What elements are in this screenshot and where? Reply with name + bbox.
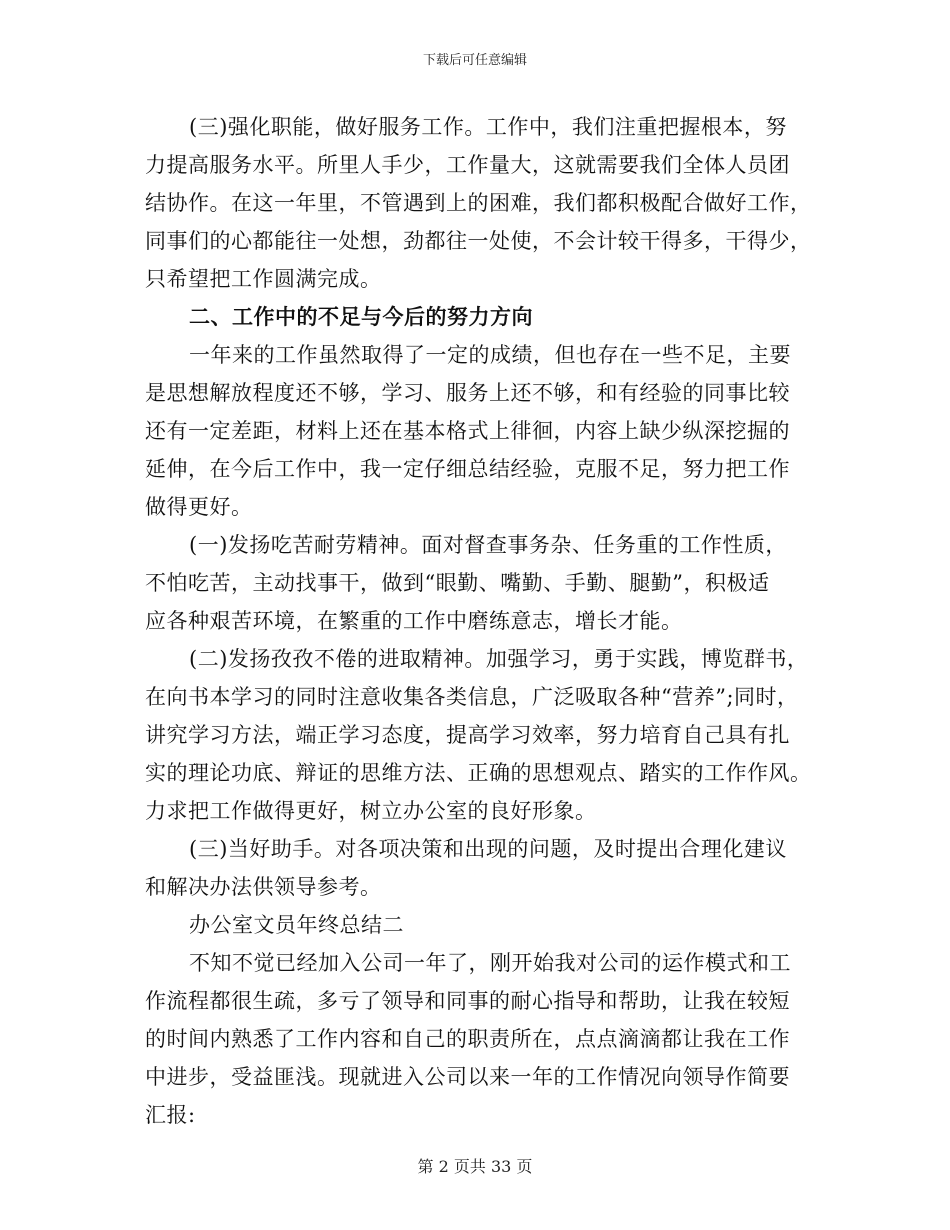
paragraph-line: 作流程都很生疏，多亏了领导和同事的耐心指导和帮助，让我在较短 [145,989,790,1013]
paragraph-line: 只希望把工作圆满完成。 [145,267,382,291]
section-title: 办公室文员年终总结二 [189,913,404,937]
paragraph-line: 同事们的心都能往一处想，劲都往一处使，不会计较干得多，干得少， [145,229,812,253]
page-header: 下载后可任意编辑 [422,53,527,68]
paragraph-line: 不怕吃苦，主动找事干，做到“眼勤、嘴勤、手勤、腿勤”，积极适 [145,571,770,595]
paragraph-line: 是思想解放程度还不够，学习、服务上还不够，和有经验的同事比较 [145,381,790,405]
paragraph-line: 的时间内熟悉了工作内容和自己的职责所在，点点滴滴都让我在工作 [145,1027,790,1051]
page-number: 第 2 页共 33 页 [417,1157,533,1176]
document-body [145,108,815,1134]
paragraph-line: (三)当好助手。对各项决策和出现的问题，及时提出合理化建议 [189,837,787,861]
paragraph-line: 实的理论功底、辩证的思维方法、正确的思想观点、踏实的工作作风。 [145,761,812,785]
paragraph-line: 应各种艰苦环境，在繁重的工作中磨练意志，增长才能。 [145,609,683,633]
paragraph-line: 一年来的工作虽然取得了一定的成绩，但也存在一些不足，主要 [189,343,791,367]
paragraph-line: 做得更好。 [145,495,253,519]
paragraph-line: 力求把工作做得更好，树立办公室的良好形象。 [145,799,597,823]
paragraph-line: 在向书本学习的同时注意收集各类信息，广泛吸取各种“营养”;同时， [145,685,799,709]
paragraph-line: 延伸，在今后工作中，我一定仔细总结经验，克服不足，努力把工作 [145,457,790,481]
paragraph-line: 还有一定差距，材料上还在基本格式上徘徊，内容上缺少纵深挖掘的 [145,419,790,443]
paragraph-line: 结协作。在这一年里，不管遇到上的困难，我们都积极配合做好工作， [145,191,812,215]
paragraph-line: 讲究学习方法，端正学习态度，提高学习效率，努力培育自己具有扎 [145,723,790,747]
paragraph-line: 中进步，受益匪浅。现就进入公司以来一年的工作情况向领导作简要 [145,1065,790,1089]
paragraph-line: 和解决办法供领导参考。 [145,875,382,899]
paragraph-line: (一)发扬吃苦耐劳精神。面对督查事务杂、任务重的工作性质， [189,533,787,557]
paragraph-line: (三)强化职能，做好服务工作。工作中，我们注重把握根本，努 [189,115,787,139]
paragraph-line: 汇报: [145,1103,196,1127]
paragraph-line: (二)发扬孜孜不倦的进取精神。加强学习，勇于实践，博览群书， [189,647,809,671]
paragraph-line: 不知不觉已经加入公司一年了，刚开始我对公司的运作模式和工 [189,951,791,975]
section-heading: 二、工作中的不足与今后的努力方向 [189,304,533,329]
paragraph-line: 力提高服务水平。所里人手少，工作量大，这就需要我们全体人员团 [145,153,790,177]
